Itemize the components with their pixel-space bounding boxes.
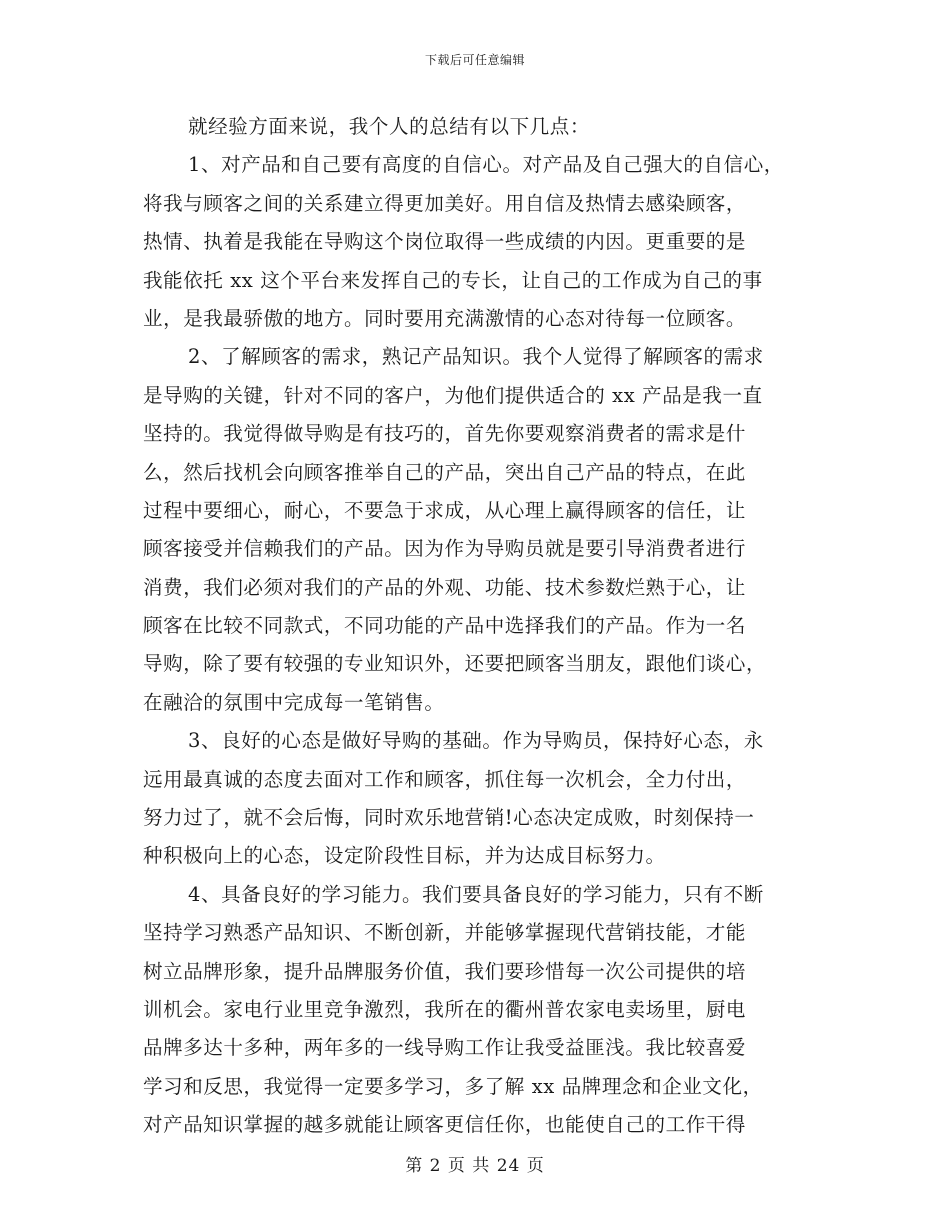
text-line: 将我与顾客之间的关系建立得更加美好。用自信及热情去感染顾客， — [143, 191, 747, 215]
document-body — [143, 108, 823, 1145]
text-line: 对产品知识掌握的越多就能让顾客更信任你，也能使自己的工作干得 — [143, 1113, 747, 1137]
text-line: 种积极向上的心态，设定阶段性目标，并为达成目标努力。 — [143, 844, 666, 868]
text-line: 就经验方面来说，我个人的总结有以下几点： — [188, 115, 591, 138]
text-line: 4、具备良好的学习能力。我们要具备良好的学习能力，只有不断 — [188, 882, 764, 906]
text-line: 我能依托 xx 这个平台来发挥自己的专长，让自己的工作成为自己的事 — [143, 268, 763, 292]
text-line: 远用最真诚的态度去面对工作和顾客，抓住每一次机会，全力付出， — [143, 767, 747, 791]
text-line: 坚持学习熟悉产品知识、不断创新，并能够掌握现代营销技能，才能 — [143, 921, 747, 945]
text-line: 业，是我最骄傲的地方。同时要用充满激情的心态对待每一位顾客。 — [143, 306, 747, 330]
text-line: 热情、执着是我能在导购这个岗位取得一些成绩的内因。更重要的是 — [143, 230, 747, 254]
text-line: 是导购的关键，针对不同的客户，为他们提供适合的 xx 产品是我一直 — [143, 383, 763, 407]
text-line: 1、对产品和自己要有高度的自信心。对产品及自己强大的自信心， — [188, 153, 784, 177]
text-line: 努力过了，就不会后悔，同时欢乐地营销!心态决定成败，时刻保持一 — [143, 806, 755, 830]
text-line: 树立品牌形象，提升品牌服务价值，我们要珍惜每一次公司提供的培 — [143, 959, 747, 983]
text-line: 过程中要细心，耐心，不要急于求成，从心理上赢得顾客的信任，让 — [143, 498, 747, 522]
text-line: 学习和反思，我觉得一定要多学习，多了解 xx 品牌理念和企业文化， — [143, 1074, 763, 1098]
text-line: 顾客在比较不同款式，不同功能的产品中选择我们的产品。作为一名 — [143, 614, 747, 638]
text-line: 训机会。家电行业里竞争激烈，我所在的衢州普农家电卖场里，厨电 — [143, 997, 747, 1021]
page-number: 第 2 页 共 24 页 — [405, 1156, 545, 1176]
text-line: 消费，我们必须对我们的产品的外观、功能、技术参数烂熟于心，让 — [143, 575, 747, 599]
text-line: 2、了解顾客的需求，熟记产品知识。我个人觉得了解顾客的需求 — [188, 345, 764, 369]
text-line: 么，然后找机会向顾客推举自己的产品，突出自己产品的特点，在此 — [143, 460, 747, 484]
text-line: 在融洽的氛围中完成每一笔销售。 — [143, 690, 445, 714]
text-line: 顾客接受并信赖我们的产品。因为作为导购员就是要引导消费者进行 — [143, 537, 747, 561]
text-line: 坚持的。我觉得做导购是有技巧的，首先你要观察消费者的需求是什 — [143, 422, 747, 446]
text-line: 导购，除了要有较强的专业知识外，还要把顾客当朋友，跟他们谈心， — [143, 652, 767, 676]
text-line: 品牌多达十多种，两年多的一线导购工作让我受益匪浅。我比较喜爱 — [143, 1036, 747, 1060]
text-line: 3、良好的心态是做好导购的基础。作为导购员，保持好心态，永 — [188, 729, 764, 753]
page-header-note: 下载后可任意编辑 — [424, 53, 525, 67]
